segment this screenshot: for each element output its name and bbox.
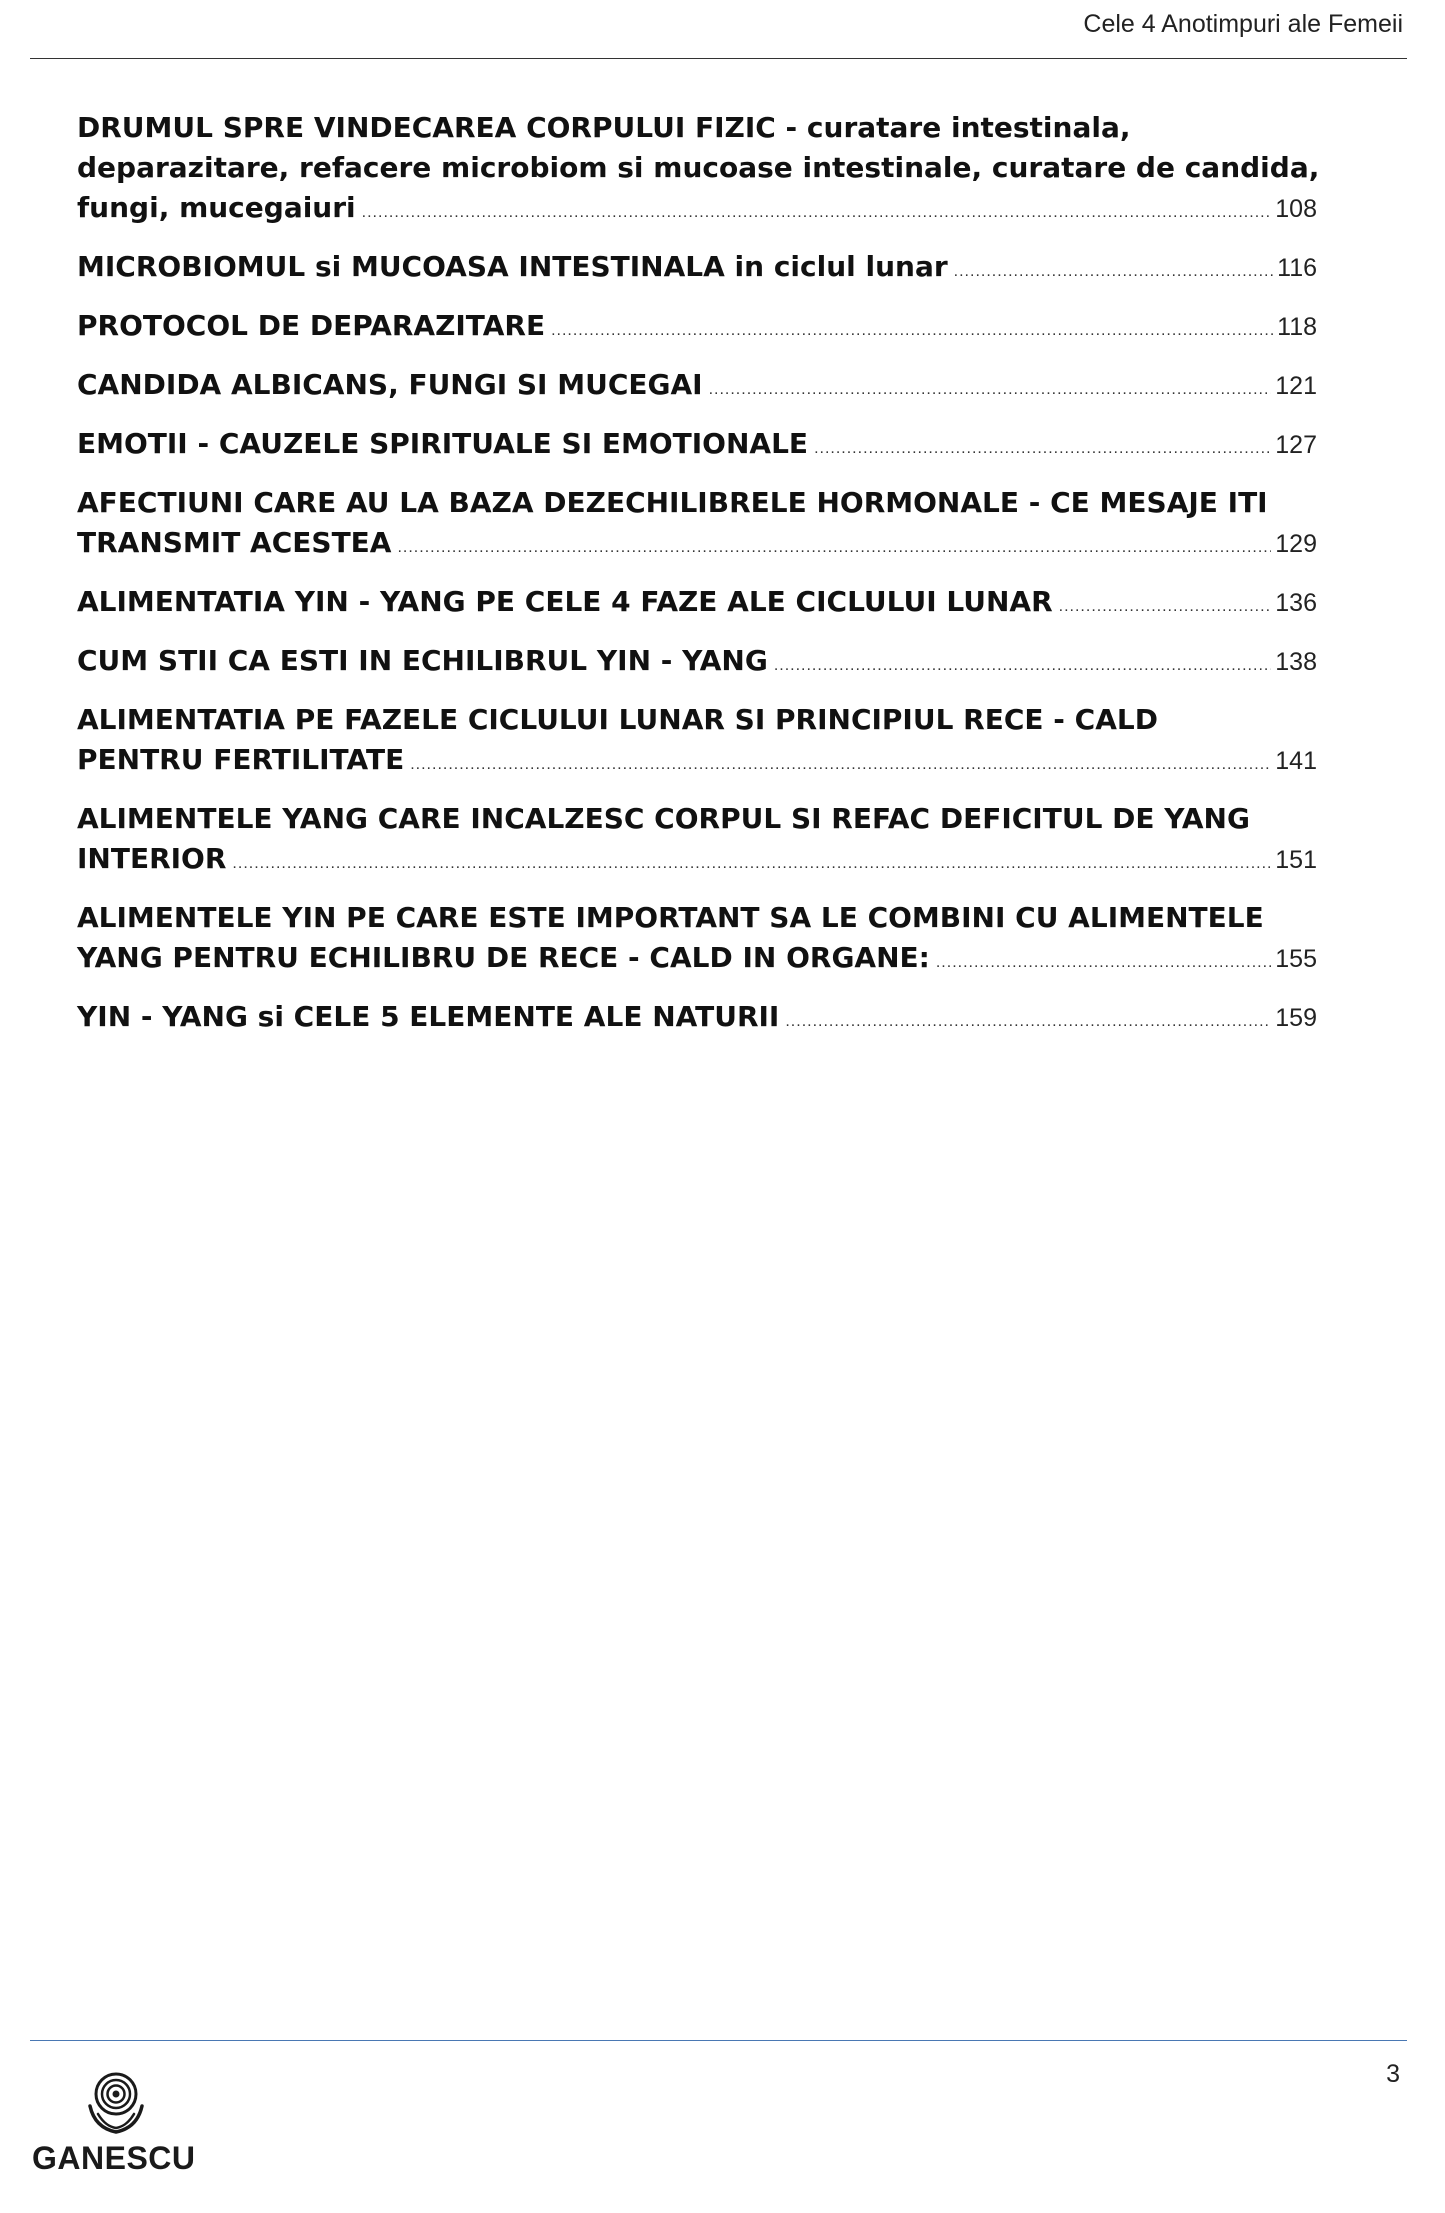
dot-leader <box>814 429 1271 469</box>
dot-leader <box>954 252 1273 292</box>
spiral-lotus-icon <box>84 2070 148 2136</box>
toc-entry-title-line: DRUMUL SPRE VINDECAREA CORPULUI FIZIC - curatare intestinala, <box>77 111 1131 144</box>
ganescu-logo <box>32 2070 202 2180</box>
table-of-contents <box>77 108 1320 1056</box>
dot-leader <box>397 528 1271 568</box>
dot-leader <box>410 745 1271 785</box>
toc-page-number: 118 <box>1277 313 1317 341</box>
toc-entry-title-line: EMOTII - CAUZELE SPIRITUALE SI EMOTIONALE <box>77 427 809 460</box>
toc-entry-title-line: AFECTIUNI CARE AU LA BAZA DEZECHILIBRELE HORMONALE - CE MESAJE ITI <box>77 486 1268 519</box>
toc-page-number: 138 <box>1275 648 1317 676</box>
toc-entry[interactable] <box>77 799 1317 884</box>
dot-leader <box>774 646 1271 686</box>
dot-leader <box>232 844 1271 884</box>
toc-entry-title-line: ALIMENTELE YANG CARE INCALZESC CORPUL SI REFAC DEFICITUL DE YANG <box>77 802 1250 835</box>
toc-entry-title-line: YIN - YANG si CELE 5 ELEMENTE ALE NATURII <box>77 1000 780 1033</box>
toc-entry[interactable] <box>77 582 1317 627</box>
toc-page-number: 127 <box>1275 431 1317 459</box>
toc-entry[interactable] <box>77 898 1317 983</box>
toc-entry-title-line: TRANSMIT ACESTEA <box>77 526 392 559</box>
toc-entry[interactable] <box>77 700 1317 785</box>
toc-entry[interactable] <box>77 424 1317 469</box>
toc-entry-title-line: deparazitare, refacere microbiom si mucoase intestinale, curatare de candida, <box>77 151 1320 184</box>
page-number: 3 <box>1386 2060 1400 2088</box>
dot-leader <box>551 311 1273 351</box>
running-header-title: Cele 4 Anotimpuri ale Femeii <box>1083 10 1403 38</box>
toc-entry-title-line: CUM STII CA ESTI IN ECHILIBRUL YIN - YANG <box>77 644 768 677</box>
dot-leader <box>362 193 1272 233</box>
toc-entry-title-line: MICROBIOMUL si MUCOASA INTESTINALA in ciclul lunar <box>77 250 948 283</box>
toc-entry[interactable] <box>77 641 1317 686</box>
toc-entry-title-line: ALIMENTATIA PE FAZELE CICLULUI LUNAR SI PRINCIPIUL RECE - CALD <box>77 703 1158 736</box>
toc-page-number: 121 <box>1275 372 1317 400</box>
toc-entry-title-line: fungi, mucegaiuri <box>77 191 356 224</box>
toc-entry[interactable] <box>77 997 1317 1042</box>
toc-entry-title-line: PROTOCOL DE DEPARAZITARE <box>77 309 546 342</box>
logo-wordmark: GANESCU <box>32 2140 196 2176</box>
toc-page-number: 151 <box>1275 846 1317 874</box>
footer-divider <box>30 2040 1407 2041</box>
toc-entry-title-line: INTERIOR <box>77 842 227 875</box>
toc-page-number: 116 <box>1277 254 1317 282</box>
dot-leader <box>1059 587 1272 627</box>
toc-page-number: 155 <box>1275 945 1317 973</box>
toc-entry[interactable] <box>77 306 1317 351</box>
dot-leader <box>709 370 1272 410</box>
toc-entry[interactable] <box>77 483 1317 568</box>
toc-entry[interactable] <box>77 108 1320 233</box>
toc-entry-title-line: YANG PENTRU ECHILIBRU DE RECE - CALD IN ORGANE: <box>77 941 930 974</box>
toc-entry-title-line: ALIMENTELE YIN PE CARE ESTE IMPORTANT SA LE COMBINI CU ALIMENTELE <box>77 901 1264 934</box>
header-divider <box>30 58 1407 59</box>
toc-entry[interactable] <box>77 365 1317 410</box>
toc-page-number: 136 <box>1275 589 1317 617</box>
toc-page-number: 129 <box>1275 530 1317 558</box>
toc-entry-title-line: PENTRU FERTILITATE <box>77 743 405 776</box>
toc-entry-title-line: ALIMENTATIA YIN - YANG PE CELE 4 FAZE ALE CICLULUI LUNAR <box>77 585 1053 618</box>
toc-page-number: 141 <box>1275 747 1317 775</box>
toc-entry[interactable] <box>77 247 1317 292</box>
toc-page-number: 108 <box>1275 195 1317 223</box>
dot-leader <box>785 1002 1271 1042</box>
toc-entry-title-line: CANDIDA ALBICANS, FUNGI SI MUCEGAI <box>77 368 703 401</box>
toc-page-number: 159 <box>1275 1004 1317 1032</box>
dot-leader <box>936 943 1271 983</box>
